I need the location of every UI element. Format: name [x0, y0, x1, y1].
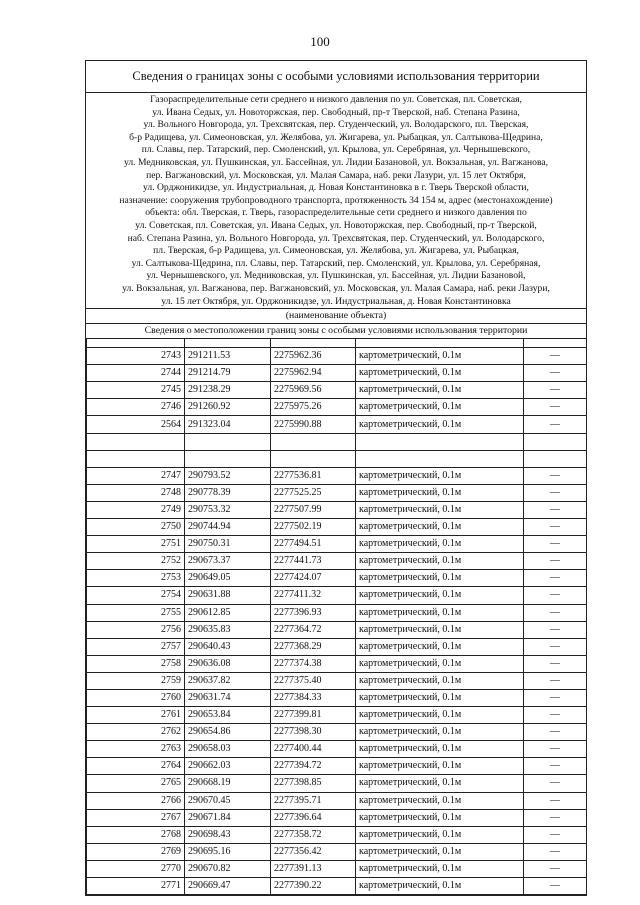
note-cell: — [524, 621, 587, 638]
y-coordinate-cell: 2277396.64 [271, 809, 356, 826]
x-coordinate-cell: 290778.39 [185, 484, 271, 501]
point-number-cell: 2758 [87, 655, 185, 672]
point-number-cell: 2762 [87, 724, 185, 741]
method-cell: картометрический, 0.1м [356, 672, 524, 689]
point-number-cell: 2765 [87, 775, 185, 792]
method-cell: картометрический, 0.1м [356, 655, 524, 672]
point-number-cell: 2750 [87, 519, 185, 536]
x-coordinate-cell: 290753.32 [185, 501, 271, 518]
note-cell: — [524, 501, 587, 518]
point-number-cell: 2756 [87, 621, 185, 638]
description-line: ул. Медниковская, ул. Пушкинская, ул. Бассейная, ул. Лидии Базановой, ул. Вокзальная, ул. Вагжанова, [123, 156, 549, 168]
x-coordinate-cell: 290662.03 [185, 758, 271, 775]
x-coordinate-cell: 290670.45 [185, 792, 271, 809]
description-line: ул. Вольного Новгорода, ул. Трехсвятская, пер. Студенческий, ул. Володарского, пл. Тверская, [143, 119, 529, 131]
y-coordinate-cell: 2275962.36 [271, 348, 356, 365]
empty-cell [524, 433, 587, 450]
x-coordinate-cell: 291238.29 [185, 382, 271, 399]
empty-row [87, 339, 587, 348]
y-coordinate-cell: 2277374.38 [271, 655, 356, 672]
y-coordinate-cell: 2277395.71 [271, 792, 356, 809]
note-cell: — [524, 809, 587, 826]
empty-cell [524, 450, 587, 467]
note-cell: — [524, 758, 587, 775]
table-row [87, 689, 587, 706]
empty-cell [185, 433, 271, 450]
y-coordinate-cell: 2277525.25 [271, 484, 356, 501]
empty-cell [185, 450, 271, 467]
table-row [87, 672, 587, 689]
note-cell: — [524, 655, 587, 672]
table-row [87, 484, 587, 501]
point-number-cell: 2564 [87, 416, 185, 433]
point-number-cell: 2768 [87, 826, 185, 843]
point-number-cell: 2755 [87, 604, 185, 621]
table-row [87, 724, 587, 741]
method-cell: картометрический, 0.1м [356, 604, 524, 621]
method-cell: картометрический, 0.1м [356, 587, 524, 604]
coordinates-table [86, 339, 587, 895]
x-coordinate-cell: 290750.31 [185, 536, 271, 553]
description-line: ул. 15 лет Октября, ул. Орджоникидзе, ул. Индустриальная, д. Новая Константиновка [161, 295, 511, 307]
y-coordinate-cell: 2277391.13 [271, 860, 356, 877]
point-number-cell: 2761 [87, 707, 185, 724]
description-line: пл. Славы, пер. Татарский, пер. Смоленский, ул. Крылова, ул. Серебряная, ул. Чернышевского, [141, 144, 531, 156]
table-row [87, 587, 587, 604]
point-number-cell: 2748 [87, 484, 185, 501]
x-coordinate-cell: 291211.53 [185, 348, 271, 365]
location-caption: Сведения о местоположении границ зоны с особыми условиями использования территории [86, 324, 586, 339]
point-number-cell: 2771 [87, 878, 185, 895]
method-cell: картометрический, 0.1м [356, 792, 524, 809]
page-number: 100 [310, 34, 330, 49]
table-row [87, 826, 587, 843]
y-coordinate-cell: 2277400.44 [271, 741, 356, 758]
note-cell: — [524, 741, 587, 758]
table-row [87, 365, 587, 382]
y-coordinate-cell: 2275962.94 [271, 365, 356, 382]
x-coordinate-cell: 290637.82 [185, 672, 271, 689]
note-cell: — [524, 860, 587, 877]
table-row [87, 638, 587, 655]
x-coordinate-cell: 290673.37 [185, 553, 271, 570]
point-number-cell: 2757 [87, 638, 185, 655]
document-title: Сведения о границах зоны с особыми условиями использования территории [86, 61, 586, 93]
point-number-cell: 2745 [87, 382, 185, 399]
y-coordinate-cell: 2277441.73 [271, 553, 356, 570]
y-coordinate-cell: 2277502.19 [271, 519, 356, 536]
table-row [87, 553, 587, 570]
description-line: назначение: сооружения трубопроводного транспорта, протяженность 34 154 м, адрес (местонахождение) [119, 194, 553, 206]
method-cell: картометрический, 0.1м [356, 826, 524, 843]
point-number-cell: 2746 [87, 399, 185, 416]
empty-cell [87, 339, 185, 348]
point-number-cell: 2747 [87, 467, 185, 484]
method-cell: картометрический, 0.1м [356, 843, 524, 860]
table-row [87, 570, 587, 587]
note-cell: — [524, 689, 587, 706]
note-cell: — [524, 570, 587, 587]
x-coordinate-cell: 290631.74 [185, 689, 271, 706]
description-line: б-р Радищева, ул. Симеоновская, ул. Желябова, ул. Жигарева, ул. Рыбацкая, ул. Салтыкова-Щедрина, [129, 131, 543, 143]
x-coordinate-cell: 290671.84 [185, 809, 271, 826]
note-cell: — [524, 484, 587, 501]
description-line: ул. Ивана Седых, ул. Новоторжская, пер. Свободный, пр-т Тверской, наб. Степана Разина, [152, 106, 520, 118]
note-cell: — [524, 672, 587, 689]
y-coordinate-cell: 2277358.72 [271, 826, 356, 843]
method-cell: картометрический, 0.1м [356, 724, 524, 741]
y-coordinate-cell: 2277424.07 [271, 570, 356, 587]
empty-cell [271, 450, 356, 467]
x-coordinate-cell: 291323.04 [185, 416, 271, 433]
point-number-cell: 2769 [87, 843, 185, 860]
y-coordinate-cell: 2275969.56 [271, 382, 356, 399]
empty-cell [87, 450, 185, 467]
x-coordinate-cell: 290793.52 [185, 467, 271, 484]
note-cell: — [524, 775, 587, 792]
table-row [87, 860, 587, 877]
point-number-cell: 2754 [87, 587, 185, 604]
description-line: ул. Чернышевского, ул. Медниковская, ул. Пушкинская, ул. Бассейная, ул. Лидии Базановой, [146, 270, 526, 282]
point-number-cell: 2743 [87, 348, 185, 365]
x-coordinate-cell: 290668.19 [185, 775, 271, 792]
y-coordinate-cell: 2277364.72 [271, 621, 356, 638]
x-coordinate-cell: 290698.43 [185, 826, 271, 843]
method-cell: картометрический, 0.1м [356, 758, 524, 775]
point-number-cell: 2752 [87, 553, 185, 570]
x-coordinate-cell: 290695.16 [185, 843, 271, 860]
method-cell: картометрический, 0.1м [356, 484, 524, 501]
note-cell: — [524, 348, 587, 365]
empty-row [87, 450, 587, 467]
empty-cell [185, 339, 271, 348]
table-row [87, 809, 587, 826]
point-number-cell: 2753 [87, 570, 185, 587]
point-number-cell: 2744 [87, 365, 185, 382]
method-cell: картометрический, 0.1м [356, 536, 524, 553]
table-row [87, 655, 587, 672]
note-cell: — [524, 587, 587, 604]
note-cell: — [524, 399, 587, 416]
method-cell: картометрический, 0.1м [356, 570, 524, 587]
method-cell: картометрический, 0.1м [356, 809, 524, 826]
y-coordinate-cell: 2277390.22 [271, 878, 356, 895]
y-coordinate-cell: 2277368.29 [271, 638, 356, 655]
y-coordinate-cell: 2277398.85 [271, 775, 356, 792]
table-row [87, 792, 587, 809]
y-coordinate-cell: 2277356.42 [271, 843, 356, 860]
empty-row [87, 433, 587, 450]
table-row [87, 878, 587, 895]
x-coordinate-cell: 290669.47 [185, 878, 271, 895]
empty-cell [271, 433, 356, 450]
method-cell: картометрический, 0.1м [356, 553, 524, 570]
note-cell: — [524, 365, 587, 382]
empty-cell [524, 339, 587, 348]
note-cell: — [524, 604, 587, 621]
table-row [87, 621, 587, 638]
method-cell: картометрический, 0.1м [356, 707, 524, 724]
y-coordinate-cell: 2277536.81 [271, 467, 356, 484]
point-number-cell: 2770 [87, 860, 185, 877]
description-line: Газораспределительные сети среднего и низкого давления по ул. Советская, пл. Советская, [150, 94, 522, 105]
table-row [87, 758, 587, 775]
point-number-cell: 2760 [87, 689, 185, 706]
y-coordinate-cell: 2275990.88 [271, 416, 356, 433]
method-cell: картометрический, 0.1м [356, 860, 524, 877]
table-row [87, 467, 587, 484]
note-cell: — [524, 467, 587, 484]
x-coordinate-cell: 290635.83 [185, 621, 271, 638]
y-coordinate-cell: 2277398.30 [271, 724, 356, 741]
y-coordinate-cell: 2277396.93 [271, 604, 356, 621]
method-cell: картометрический, 0.1м [356, 348, 524, 365]
object-name-caption: (наименование объекта) [86, 309, 586, 324]
empty-cell [356, 433, 524, 450]
empty-cell [87, 433, 185, 450]
description-line: ул. Салтыкова-Щедрина, пл. Славы, пер. Татарский, пер. Смоленский, ул. Крылова, ул. Серебряная, [131, 257, 541, 269]
method-cell: картометрический, 0.1м [356, 638, 524, 655]
table-row [87, 843, 587, 860]
description-line: пл. Тверская, б-р Радищева, ул. Симеоновская, ул. Желябова, ул. Жигарева, ул. Рыбацкая, [153, 245, 519, 257]
note-cell: — [524, 792, 587, 809]
note-cell: — [524, 416, 587, 433]
note-cell: — [524, 707, 587, 724]
note-cell: — [524, 826, 587, 843]
method-cell: картометрический, 0.1м [356, 467, 524, 484]
x-coordinate-cell: 290744.94 [185, 519, 271, 536]
table-row [87, 604, 587, 621]
point-number-cell: 2764 [87, 758, 185, 775]
point-number-cell: 2749 [87, 501, 185, 518]
method-cell: картометрический, 0.1м [356, 741, 524, 758]
y-coordinate-cell: 2277394.72 [271, 758, 356, 775]
empty-cell [271, 339, 356, 348]
zone-boundaries-sheet [85, 60, 587, 896]
y-coordinate-cell: 2277507.99 [271, 501, 356, 518]
method-cell: картометрический, 0.1м [356, 365, 524, 382]
x-coordinate-cell: 290658.03 [185, 741, 271, 758]
y-coordinate-cell: 2275975.26 [271, 399, 356, 416]
empty-cell [356, 339, 524, 348]
table-row [87, 707, 587, 724]
table-row [87, 519, 587, 536]
x-coordinate-cell: 290649.05 [185, 570, 271, 587]
table-row [87, 536, 587, 553]
x-coordinate-cell: 290653.84 [185, 707, 271, 724]
method-cell: картометрический, 0.1м [356, 416, 524, 433]
point-number-cell: 2759 [87, 672, 185, 689]
x-coordinate-cell: 290640.43 [185, 638, 271, 655]
point-number-cell: 2751 [87, 536, 185, 553]
table-row [87, 399, 587, 416]
note-cell: — [524, 878, 587, 895]
table-row [87, 501, 587, 518]
point-number-cell: 2767 [87, 809, 185, 826]
note-cell: — [524, 724, 587, 741]
description-line: ул. Советская, пл. Советская, ул. Ивана Седых, ул. Новоторжская, пер. Свободный, пр-т Тверской, [135, 219, 537, 231]
x-coordinate-cell: 290631.88 [185, 587, 271, 604]
note-cell: — [524, 638, 587, 655]
x-coordinate-cell: 290612.85 [185, 604, 271, 621]
y-coordinate-cell: 2277375.40 [271, 672, 356, 689]
note-cell: — [524, 519, 587, 536]
method-cell: картометрический, 0.1м [356, 519, 524, 536]
description-line: пер. Вагжановский, ул. Московская, ул. Малая Самара, наб. реки Лазури, ул. 15 лет Октября, [146, 169, 526, 181]
method-cell: картометрический, 0.1м [356, 399, 524, 416]
method-cell: картометрический, 0.1м [356, 382, 524, 399]
method-cell: картометрический, 0.1м [356, 689, 524, 706]
table-row [87, 775, 587, 792]
note-cell: — [524, 536, 587, 553]
y-coordinate-cell: 2277399.81 [271, 707, 356, 724]
x-coordinate-cell: 290636.08 [185, 655, 271, 672]
point-number-cell: 2763 [87, 741, 185, 758]
method-cell: картометрический, 0.1м [356, 878, 524, 895]
x-coordinate-cell: 291260.92 [185, 399, 271, 416]
x-coordinate-cell: 291214.79 [185, 365, 271, 382]
description-line: ул. Орджоникидзе, ул. Индустриальная, д. Новая Константиновка в г. Тверь Тверской области, [143, 182, 529, 194]
description-line: ул. Вокзальная, ул. Вагжанова, пер. Вагжановский, ул. Московская, ул. Малая Самара, наб. реки Лазури, [122, 282, 550, 294]
note-cell: — [524, 843, 587, 860]
description-line: наб. Степана Разина, ул. Вольного Новгорода, ул. Трехсвятская, пер. Студенческий, ул. Володарского, [127, 232, 545, 244]
y-coordinate-cell: 2277411.32 [271, 587, 356, 604]
point-number-cell: 2766 [87, 792, 185, 809]
description-line: объекта: обл. Тверская, г. Тверь, газораспределительные сети среднего и низкого давления по [145, 207, 527, 219]
y-coordinate-cell: 2277494.51 [271, 536, 356, 553]
table-row [87, 382, 587, 399]
table-row [87, 416, 587, 433]
method-cell: картометрический, 0.1м [356, 621, 524, 638]
x-coordinate-cell: 290654.86 [185, 724, 271, 741]
method-cell: картометрический, 0.1м [356, 775, 524, 792]
note-cell: — [524, 553, 587, 570]
note-cell: — [524, 382, 587, 399]
method-cell: картометрический, 0.1м [356, 501, 524, 518]
object-description [86, 93, 586, 309]
empty-cell [356, 450, 524, 467]
x-coordinate-cell: 290670.82 [185, 860, 271, 877]
table-row [87, 348, 587, 365]
table-row [87, 741, 587, 758]
y-coordinate-cell: 2277384.33 [271, 689, 356, 706]
